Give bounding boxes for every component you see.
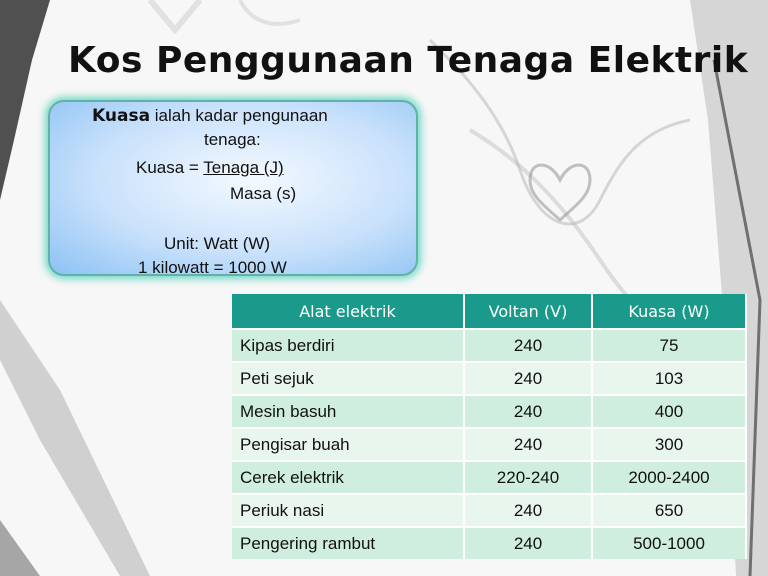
cell-power: 103 xyxy=(592,362,746,395)
cell-voltage: 240 xyxy=(464,494,592,527)
cell-power: 500-1000 xyxy=(592,527,746,559)
table-row xyxy=(232,494,746,527)
cell-appliance: Cerek elektrik xyxy=(232,461,464,494)
slide-title: Kos Penggunaan Tenaga Elektrik xyxy=(68,40,749,81)
header-power: Kuasa (W) xyxy=(592,294,746,329)
header-appliance: Alat elektrik xyxy=(232,294,464,329)
cell-appliance: Peti sejuk xyxy=(232,362,464,395)
table-row xyxy=(232,527,746,559)
cell-voltage: 240 xyxy=(464,329,592,362)
definition-term: Kuasa xyxy=(92,106,151,126)
table-row xyxy=(232,395,746,428)
unit-text: Unit: Watt (W) xyxy=(164,234,271,253)
cell-power: 2000-2400 xyxy=(592,461,746,494)
table-row xyxy=(232,329,746,362)
formula-denominator: Masa (s) xyxy=(230,184,297,203)
formula-line xyxy=(136,158,284,178)
header-voltage: Voltan (V) xyxy=(464,294,592,329)
definition-box xyxy=(48,100,418,276)
appliance-table xyxy=(232,294,747,559)
cell-voltage: 220-240 xyxy=(464,461,592,494)
definition-line xyxy=(92,106,328,126)
cell-appliance: Kipas berdiri xyxy=(232,329,464,362)
cell-power: 400 xyxy=(592,395,746,428)
table-row xyxy=(232,428,746,461)
cell-power: 75 xyxy=(592,329,746,362)
cell-appliance: Pengisar buah xyxy=(232,428,464,461)
cell-appliance: Periuk nasi xyxy=(232,494,464,527)
table-row xyxy=(232,362,746,395)
conversion-text: 1 kilowatt = 1000 W xyxy=(138,258,287,277)
cell-voltage: 240 xyxy=(464,395,592,428)
cell-power: 300 xyxy=(592,428,746,461)
formula-prefix: Kuasa = xyxy=(136,158,204,177)
table-row xyxy=(232,461,746,494)
cell-appliance: Pengering rambut xyxy=(232,527,464,559)
formula-numerator: Tenaga (J) xyxy=(203,158,284,177)
definition-text: ialah kadar pengunaan xyxy=(150,106,328,125)
definition-text-cont: tenaga: xyxy=(204,130,261,149)
cell-power: 650 xyxy=(592,494,746,527)
table-header-row xyxy=(232,294,746,329)
cell-voltage: 240 xyxy=(464,428,592,461)
cell-voltage: 240 xyxy=(464,527,592,559)
cell-appliance: Mesin basuh xyxy=(232,395,464,428)
cell-voltage: 240 xyxy=(464,362,592,395)
